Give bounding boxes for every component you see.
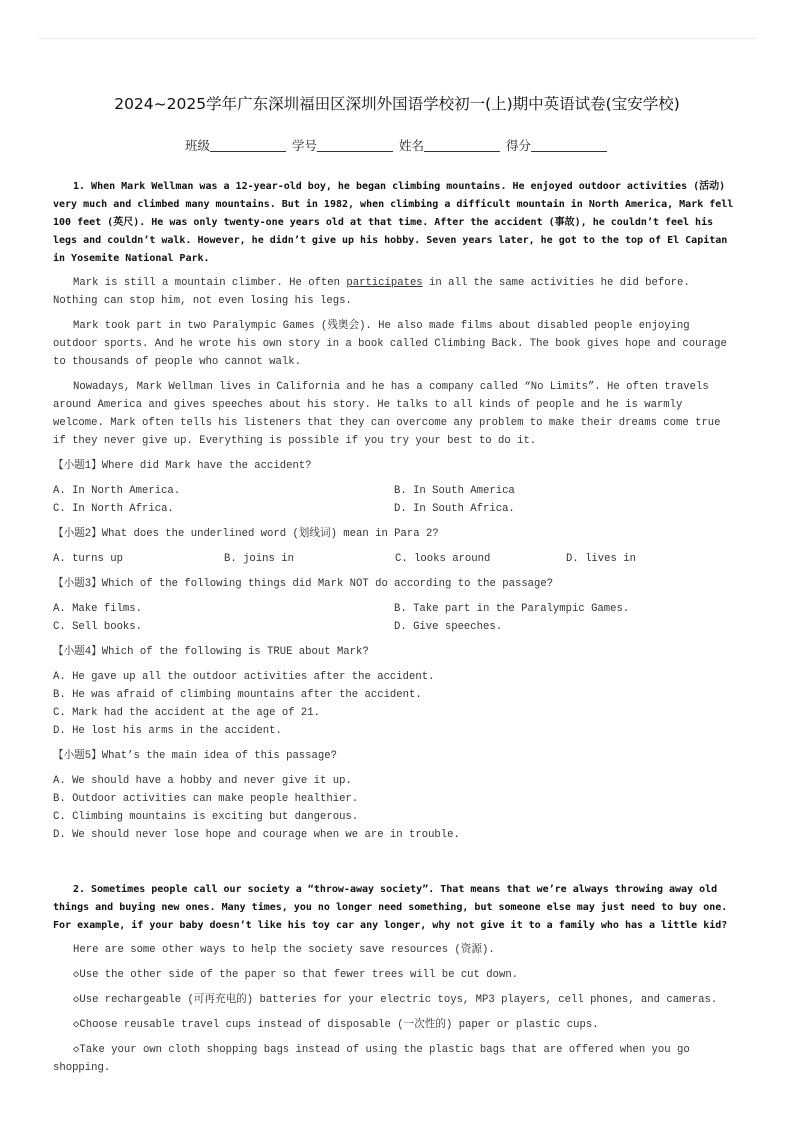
q1-para2-pre: Mark is still a mountain climber. He often bbox=[73, 277, 347, 289]
subquestion-4-stem: 【小题4】Which of the following is TRUE about Mark? bbox=[53, 646, 369, 658]
option-a[interactable]: A. We should have a hobby and never give it up. bbox=[53, 775, 352, 787]
option-c[interactable]: C. Climbing mountains is exciting but dangerous. bbox=[53, 811, 359, 823]
q1-para4: Nowadays, Mark Wellman lives in California and he has a company called “No Limits”. He often travels around America and gives speeches about his story. He talks to all kinds of people and he is warmly welcome. Mark often tells his listeners that they can overcome any problem to make their dreams come true if they never give up. Everything is possible if you try your best to do it. bbox=[53, 381, 721, 447]
subquestion-3-options bbox=[53, 600, 739, 636]
option-b[interactable]: B. Outdoor activities can make people healthier. bbox=[53, 793, 359, 805]
score-blank[interactable] bbox=[531, 139, 607, 152]
q1-intro: 1. When Mark Wellman was a 12-year-old boy, he began climbing mountains. He enjoyed outdoor activities (活动) very much and climbed many mountains. But in 1982, when climbing a difficult mountain in North America, Mark fell 100 feet (英尺). He was only twenty-one years old at that time. After the accident (事故), he couldn’t feel his legs and couldn’t walk. However, he didn’t give up his hobby. Seven years later, he got to the top of El Capitan in Yosemite National Park. bbox=[53, 181, 734, 264]
name-blank[interactable] bbox=[424, 139, 500, 152]
q2-intro: 2. Sometimes people call our society a “throw-away society”. That means that we’re always throwing away old things and buying new ones. Many times, you no longer need something, but someone else may just need to buy one. For example, if your baby doesn’t like his toy car any longer, why not give it to a family who has a little kid? bbox=[53, 884, 728, 931]
score-label: 得分 bbox=[505, 138, 531, 153]
option-a[interactable]: A. He gave up all the outdoor activities after the accident. bbox=[53, 671, 435, 683]
option-a[interactable]: A. In North America. bbox=[53, 485, 181, 497]
subquestion-3-stem: 【小题3】Which of the following things did Mark NOT do according to the passage? bbox=[53, 578, 554, 590]
q2-tip: ◇Use the other side of the paper so that fewer trees will be cut down. bbox=[73, 969, 519, 981]
option-c[interactable]: C. Sell books. bbox=[53, 621, 143, 633]
subquestion-2-stem: 【小题2】What does the underlined word (划线词) mean in Para 2? bbox=[53, 528, 439, 540]
name-label: 姓名 bbox=[398, 138, 424, 153]
option-b[interactable]: B. In South America bbox=[394, 485, 515, 497]
q2-line: Here are some other ways to help the society save resources (资源). bbox=[73, 944, 495, 956]
q1-para2-post: in all the same activities he did before. Nothing can stop him, not even losing his legs. bbox=[53, 277, 690, 307]
section-gap bbox=[53, 851, 739, 881]
class-blank[interactable] bbox=[210, 139, 286, 152]
exam-content bbox=[53, 178, 739, 1084]
subquestion-5-options bbox=[53, 772, 739, 844]
option-a[interactable]: A. turns up bbox=[53, 553, 123, 565]
q1-para2 bbox=[53, 274, 739, 310]
option-c[interactable]: C. In North Africa. bbox=[53, 503, 174, 515]
option-b[interactable]: B. Take part in the Paralympic Games. bbox=[394, 603, 630, 615]
top-rule bbox=[38, 38, 756, 39]
option-d[interactable]: D. In South Africa. bbox=[394, 503, 515, 515]
class-label: 班级 bbox=[184, 138, 210, 153]
option-d[interactable]: D. We should never lose hope and courage when we are in trouble. bbox=[53, 829, 460, 841]
subquestion-1-stem: 【小题1】Where did Mark have the accident? bbox=[53, 460, 312, 472]
option-d[interactable]: D. Give speeches. bbox=[394, 621, 503, 633]
student-info-line bbox=[0, 136, 794, 154]
student-id-label: 学号 bbox=[291, 138, 317, 153]
q1-para3: Mark took part in two Paralympic Games (残奥会). He also made films about disabled people enjoying outdoor sports. And he wrote his own story in a book called Climbing Back. The book gives hope and courage to thousands of people who cannot walk. bbox=[53, 320, 727, 368]
subquestion-4-options bbox=[53, 668, 739, 740]
option-b[interactable]: B. He was afraid of climbing mountains after the accident. bbox=[53, 689, 422, 701]
q2-tip: ◇Choose reusable travel cups instead of disposable (一次性的) paper or plastic cups. bbox=[73, 1019, 599, 1031]
option-c[interactable]: C. Mark had the accident at the age of 21. bbox=[53, 707, 321, 719]
subquestion-1-options bbox=[53, 482, 739, 518]
option-a[interactable]: A. Make films. bbox=[53, 603, 143, 615]
option-c[interactable]: C. looks around bbox=[395, 553, 491, 565]
subquestion-2-options bbox=[53, 550, 739, 568]
option-b[interactable]: B. joins in bbox=[224, 553, 294, 565]
option-d[interactable]: D. lives in bbox=[566, 553, 636, 565]
page-title: 2024~2025学年广东深圳福田区深圳外国语学校初一(上)期中英语试卷(宝安学校) bbox=[114, 95, 680, 113]
q2-tip: ◇Take your own cloth shopping bags instead of using the plastic bags that are offered when you go shopping. bbox=[53, 1044, 690, 1074]
student-id-blank[interactable] bbox=[317, 139, 393, 152]
option-d[interactable]: D. He lost his arms in the accident. bbox=[53, 725, 282, 737]
subquestion-5-stem: 【小题5】What’s the main idea of this passage? bbox=[53, 750, 337, 762]
q2-tip: ◇Use rechargeable (可再充电的) batteries for your electric toys, MP3 players, cell phones, and cameras. bbox=[73, 994, 718, 1006]
underlined-word: participates bbox=[346, 277, 423, 289]
